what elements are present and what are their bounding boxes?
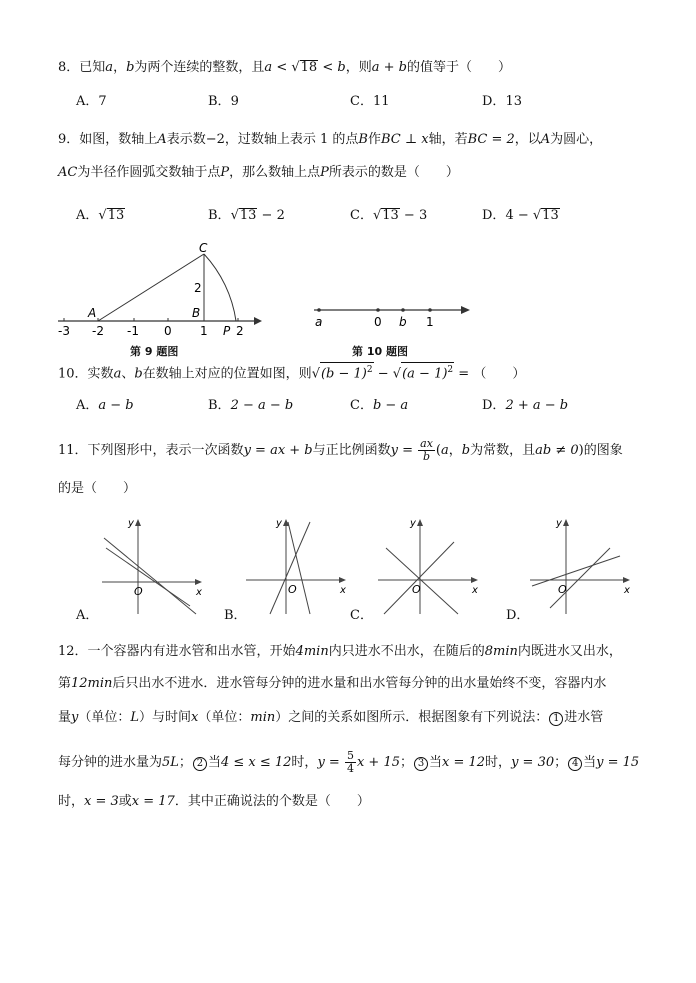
- linear-function: y = ax + b: [243, 443, 313, 458]
- axis-y-label: y: [276, 518, 282, 529]
- q12-text: 内既进水又出水，: [517, 644, 622, 659]
- perp-x: ⊥ x: [400, 132, 429, 147]
- axis-x-label: x: [472, 585, 478, 596]
- q12-text: （单位：: [198, 710, 251, 725]
- circled-one: 1: [549, 712, 563, 726]
- q12-text: 进水管: [564, 710, 604, 725]
- q10-text: 实数: [87, 366, 114, 382]
- q8-option-d[interactable]: D．13: [482, 94, 522, 109]
- q12-text: 时，: [485, 755, 512, 770]
- q9-text: 所表示的数是（ ）: [328, 165, 459, 180]
- q8-stem: 8．已知a，b为两个连续的整数，且a < √18 < b，则a + b的值等于（ ）: [58, 60, 511, 75]
- tick-label: -1: [127, 324, 139, 338]
- q9-text: 轴，若: [428, 132, 468, 147]
- q10-number: 10．: [58, 366, 88, 382]
- q9-value: −2: [205, 132, 225, 147]
- expr: x + 15: [356, 755, 400, 770]
- expr: x = 17: [131, 794, 175, 809]
- expr-sum: a + b: [371, 60, 407, 75]
- label-b: b: [399, 315, 407, 329]
- q9-text: ，过数轴上表示 1 的点: [224, 132, 359, 147]
- circled-two: 2: [193, 757, 207, 771]
- q12-text: 当: [207, 755, 221, 770]
- label-a: a: [315, 315, 323, 329]
- axis-x-label: x: [624, 585, 630, 596]
- q11-text: 与正比例函数: [312, 443, 391, 458]
- axis-y-label: y: [556, 518, 562, 529]
- exponent: 2: [447, 365, 454, 375]
- q10-text: = （ ）: [454, 366, 526, 382]
- q9-text: ，那么数轴上点: [229, 165, 321, 180]
- origin-label: O: [412, 583, 421, 596]
- tick-label: 0: [164, 324, 172, 338]
- q10-option-d[interactable]: D．2 + a − b: [482, 398, 569, 413]
- denominator: 4: [346, 762, 354, 775]
- q9-stem-line2: [58, 163, 459, 183]
- circled-four: 4: [568, 757, 582, 771]
- figure-10: [306, 298, 476, 334]
- q8-option-c[interactable]: C．11: [350, 94, 390, 109]
- q9-number: 9．: [58, 132, 80, 147]
- var-b: b: [126, 60, 135, 75]
- unit-l: L: [130, 710, 140, 725]
- q10-text: 、: [121, 366, 135, 382]
- q11-graph-a[interactable]: [96, 514, 208, 618]
- q10-option-b[interactable]: B．2 − a − b: [208, 398, 294, 413]
- tick-label: -2: [92, 324, 104, 338]
- segment-bc: BC: [381, 132, 401, 147]
- q11-stem-line1: [58, 436, 623, 466]
- bc-eq: BC = 2: [467, 132, 515, 147]
- q11-graph-d[interactable]: [524, 514, 636, 618]
- point-b: B: [358, 132, 368, 147]
- proportional-function: y =: [390, 443, 418, 458]
- label-c: C: [199, 241, 208, 255]
- q12-text: ）与时间: [139, 710, 192, 725]
- q9-text: 表示数: [166, 132, 206, 147]
- label-a: A: [88, 306, 97, 320]
- q11-text: (: [435, 443, 441, 458]
- q11-option-b[interactable]: B．: [224, 608, 247, 623]
- q11-text: ，: [448, 443, 462, 458]
- q8-text: 为两个连续的整数，且: [134, 60, 265, 75]
- var-a: a: [113, 366, 122, 382]
- label-p: P: [223, 324, 231, 338]
- axis-y-label: y: [128, 518, 134, 529]
- q10-text: 在数轴上对应的位置如图，则: [142, 366, 312, 382]
- var-a: a: [105, 60, 114, 75]
- var-b: b: [134, 366, 143, 382]
- q12-text: 内只进水不出水，在随后的: [328, 644, 485, 659]
- q12-line2: [58, 674, 606, 694]
- radicand: (b − 1): [320, 366, 367, 382]
- figure-9-caption: 第 9 题图: [130, 345, 179, 358]
- q12-line4: [58, 748, 639, 778]
- var-x: x: [191, 710, 199, 725]
- q12-text: 时，: [58, 794, 85, 809]
- q9-text: ，以: [514, 132, 541, 147]
- y-equals: y =: [317, 755, 344, 770]
- range-expr: 4 ≤ x ≤ 12: [220, 755, 292, 770]
- arc: [204, 254, 236, 321]
- q8-text: 已知: [79, 60, 106, 75]
- denominator: b: [423, 450, 431, 463]
- arrow-icon: [254, 317, 262, 325]
- point-a: A: [540, 132, 551, 147]
- point-a: A: [157, 132, 167, 147]
- q10-stem: 10．实数a、b在数轴上对应的位置如图，则$√(b - 1)^2 - √(a - 1)^2$ = （ ）: [58, 362, 525, 384]
- exponent: 2: [366, 365, 373, 375]
- q11-graph-b[interactable]: [240, 514, 352, 618]
- q12-text: ）之间的关系如图所示．根据图象有下列说法：: [275, 710, 549, 725]
- axis-y-label: y: [410, 518, 416, 529]
- q12-text: ．其中正确说法的个数是（ ）: [174, 794, 370, 809]
- q11-stem-line2: 的是（ ）: [58, 481, 137, 496]
- label-b: B: [192, 306, 201, 320]
- q12-text: （单位：: [78, 710, 131, 725]
- radicand: 18: [300, 60, 318, 75]
- q12-text: 时，: [291, 755, 318, 770]
- numerator: ax: [420, 437, 433, 450]
- figure-10-caption: 第 10 题图: [352, 345, 408, 358]
- q9-option-d[interactable]: D．4 − √13: [482, 208, 559, 223]
- q10-option-a[interactable]: A．a − b: [76, 398, 134, 413]
- figure-9: [50, 236, 270, 340]
- point-p: P: [220, 165, 230, 180]
- radicand: (a − 1): [402, 366, 448, 382]
- q12-text: 当: [583, 755, 597, 770]
- q12-line5: [58, 792, 370, 812]
- q12-text: ；: [399, 755, 413, 770]
- expr: x = 12: [442, 755, 486, 770]
- q12-text: 一个容器内有进水管和出水管，开始: [87, 644, 296, 659]
- time-value: 4min: [295, 644, 329, 659]
- q12-line1: [58, 642, 622, 662]
- numerator: 5: [346, 749, 354, 762]
- var-a: a: [441, 443, 449, 458]
- q8-number: 8．: [58, 60, 80, 75]
- q11-text: 为常数，且: [470, 443, 536, 458]
- q10-option-c[interactable]: C．b − a: [350, 398, 409, 413]
- origin-label: O: [288, 583, 297, 596]
- q12-text: 量: [58, 710, 72, 725]
- q8-option-b[interactable]: B．9: [208, 94, 239, 109]
- q9-text: 为圆心，: [550, 132, 603, 147]
- tick-label: 2: [236, 324, 244, 338]
- q12-text: ；: [178, 755, 192, 770]
- tick-label: -3: [58, 324, 70, 338]
- less-than: <: [318, 60, 338, 75]
- origin-label: O: [558, 583, 567, 596]
- q8-option-a[interactable]: A．7: [76, 94, 107, 109]
- q11-graph-c[interactable]: [372, 514, 484, 618]
- minus: −: [373, 366, 393, 382]
- q11-text: )的图象: [578, 443, 623, 458]
- condition: ab ≠ 0: [535, 443, 579, 458]
- label-two: 2: [194, 281, 202, 295]
- q9-option-a[interactable]: A．√13: [76, 208, 125, 223]
- expr: y = 15: [596, 755, 640, 770]
- q12-text: 第: [58, 676, 72, 691]
- label-one: 1: [426, 315, 434, 329]
- q9-text: 作: [367, 132, 381, 147]
- q9-option-b[interactable]: B．√13 − 2: [208, 208, 285, 223]
- q9-option-c[interactable]: C．√13 − 3: [350, 208, 428, 223]
- q8-text: ，则: [345, 60, 372, 75]
- q12-text: 或: [118, 794, 132, 809]
- q12-text: 后只出水不进水．进水管每分钟的进水量和出水管每分钟的出水量始终不变，容器内水: [112, 676, 607, 691]
- q12-number: 12．: [58, 644, 88, 659]
- q11-text: 下列图形中，表示一次函数: [87, 443, 244, 458]
- q9-stem-line1: [58, 130, 602, 150]
- axis-x-label: x: [196, 587, 202, 598]
- less-than: <: [272, 60, 292, 75]
- label-zero: 0: [374, 315, 382, 329]
- time-value: 12min: [71, 676, 113, 691]
- point-p: P: [320, 165, 329, 180]
- q8-text: 的值等于（ ）: [406, 60, 511, 75]
- var-b: b: [461, 443, 471, 458]
- origin-label: O: [134, 585, 143, 598]
- var-b: b: [337, 60, 346, 75]
- q12-text: 每分钟的进水量为: [58, 755, 163, 770]
- circled-three: 3: [414, 757, 428, 771]
- q8-text: ，: [113, 60, 127, 75]
- q11-option-d[interactable]: D．: [506, 608, 530, 623]
- expr: y = 30: [511, 755, 555, 770]
- var-a: a: [264, 60, 273, 75]
- unit-min: min: [250, 710, 276, 725]
- q11-option-a[interactable]: A．: [76, 608, 99, 623]
- segment-ac: AC: [58, 165, 78, 180]
- q11-number: 11．: [58, 443, 88, 458]
- q12-line3: [58, 708, 603, 728]
- q12-text: 当: [429, 755, 443, 770]
- tick-label: 1: [200, 324, 208, 338]
- q11-option-c[interactable]: C．: [350, 608, 373, 623]
- axis-x-label: x: [340, 585, 346, 596]
- expr: x = 3: [84, 794, 119, 809]
- time-value: 8min: [484, 644, 518, 659]
- q9-text: 为半径作圆弧交数轴于点: [77, 165, 221, 180]
- segment-ac-line: [98, 254, 204, 321]
- var-y: y: [71, 710, 79, 725]
- q12-text: ；: [554, 755, 568, 770]
- q9-text: 如图，数轴上: [79, 132, 158, 147]
- rate-value: 5L: [162, 755, 179, 770]
- arrow-icon: [461, 306, 470, 314]
